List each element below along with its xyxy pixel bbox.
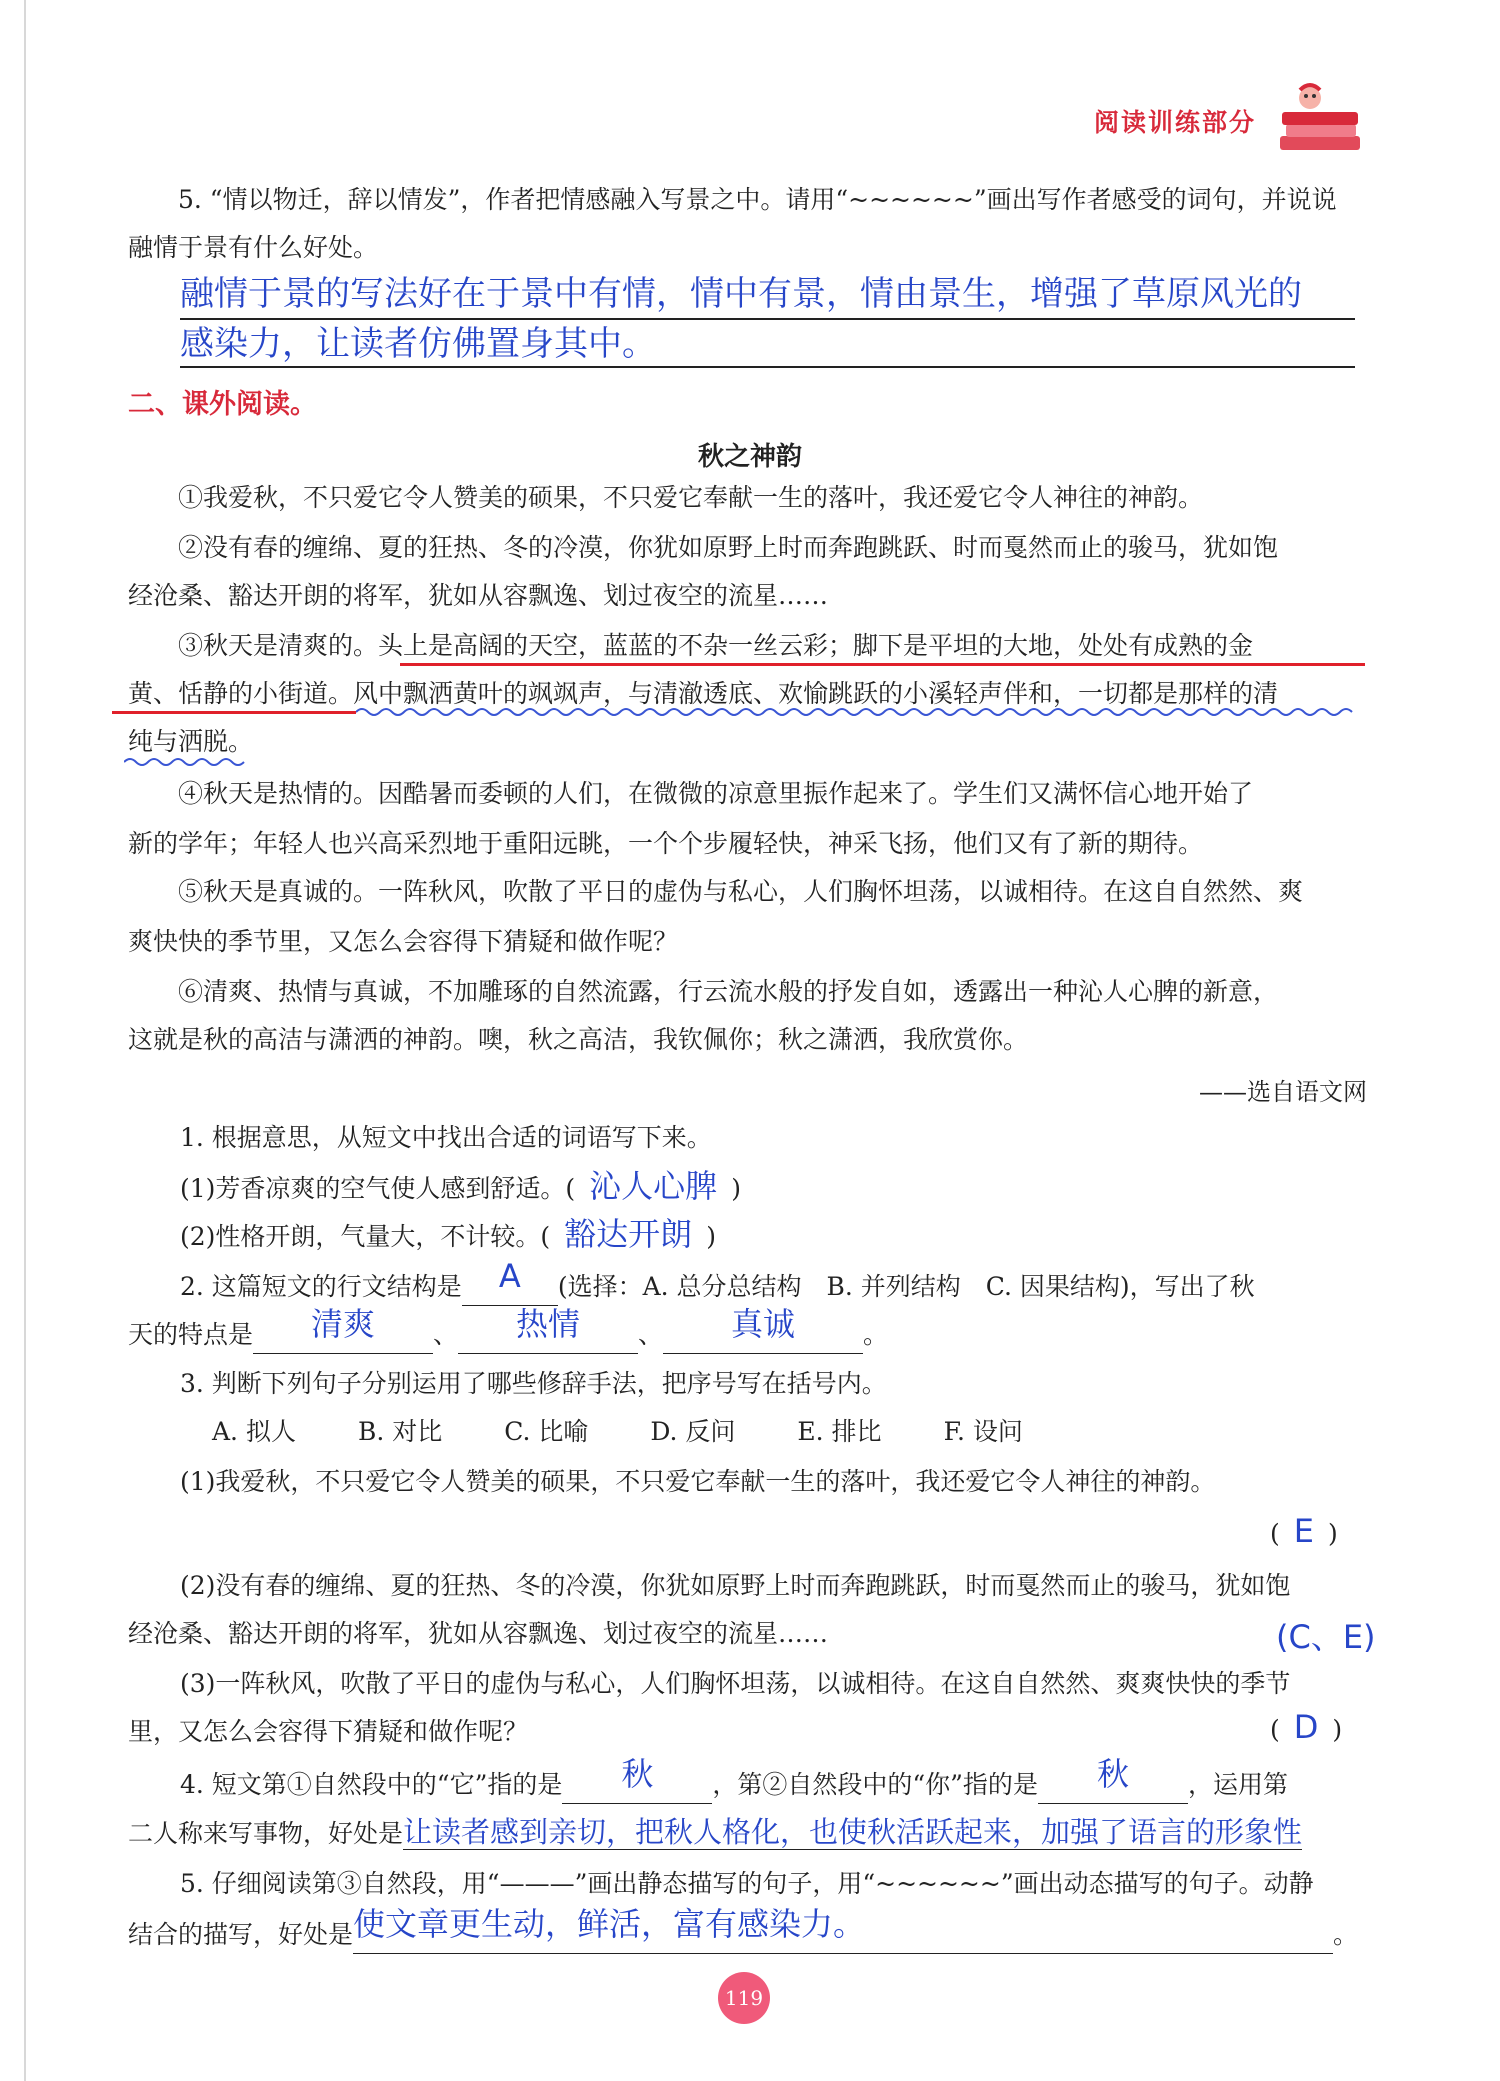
handwritten-answer: (C、E) [1276, 1618, 1376, 1656]
handwritten-answer: A [498, 1257, 521, 1295]
paren: ) [1327, 1519, 1338, 1548]
question-3-1: (1)我爱秋，不只爱它令人赞美的硕果，不只爱它奉献一生的落叶，我还爱它令人神往的神韵。 [180, 1467, 1216, 1496]
option: D. 反问 [650, 1417, 736, 1446]
punctuation: 。 [1333, 1920, 1359, 1949]
punctuation: 、 [638, 1320, 664, 1349]
question-text: (1)芳香凉爽的空气使人感到舒适。( [180, 1174, 576, 1203]
paren: ) [706, 1222, 716, 1251]
answer-blank [663, 1305, 863, 1354]
paragraph-2: 经沧桑、豁达开朗的将军，犹如从容飘逸、划过夜空的流星…… [128, 581, 829, 610]
punctuation: 。 [863, 1320, 889, 1349]
paragraph-6: 这就是秋的高洁与潇洒的神韵。噢，秋之高洁，我钦佩你；秋之潇洒，我欣赏你。 [128, 1025, 1029, 1054]
question-text: (2)性格开朗，气量大，不计较。( [180, 1222, 551, 1251]
paragraph-4: ④秋天是热情的。因酷暑而委顿的人们，在微微的凉意里振作起来了。学生们又满怀信心地开始了 [178, 779, 1254, 808]
question-3-2: 经沧桑、豁达开朗的将军，犹如从容飘逸、划过夜空的流星…… [128, 1619, 829, 1648]
page-number: 119 [718, 1972, 770, 2024]
question-text: 结合的描写，好处是 [128, 1920, 354, 1949]
question-text: 4. 短文第①自然段中的“它”指的是 [180, 1770, 563, 1799]
question-5: 5. 仔细阅读第③自然段，用“———”画出静态描写的句子，用“~~~~~~”画出动态描写的句子。动静 [180, 1869, 1314, 1898]
blue-wavy-underline [124, 756, 254, 768]
handwritten-answer: 使文章更生动，鲜活，富有感染力。 [353, 1905, 866, 1943]
answer-blank [253, 1305, 433, 1354]
page-edge [24, 0, 26, 2081]
answer-blank [1038, 1755, 1188, 1804]
question-3-2: (2)没有春的缠绵、夏的狂热、冬的冷漠，你犹如原野上时而奔跑跳跃，时而戛然而止的骏马，犹如饱 [180, 1571, 1291, 1600]
answer-blank [353, 1905, 1333, 1954]
answer-paren [1270, 1708, 1342, 1746]
question-text: 2. 这篇短文的行文结构是 [180, 1272, 462, 1301]
paragraph-5: 爽快快的季节里，又怎么会容得下猜疑和做作呢？ [128, 927, 679, 956]
paragraph-6: ⑥清爽、热情与真诚，不加雕琢的自然流露，行云流水般的抒发自如，透露出一种沁人心脾的新意， [178, 977, 1279, 1006]
paragraph-1: ①我爱秋，不只爱它令人赞美的硕果，不只爱它奉献一生的落叶，我还爱它令人神往的神韵。 [178, 483, 1204, 512]
question-text: 天的特点是 [128, 1320, 254, 1349]
paragraph-5: ⑤秋天是真诚的。一阵秋风，吹散了平日的虚伪与私心，人们胸怀坦荡，以诚相待。在这自自然然、爽 [178, 877, 1304, 906]
story-title: 秋之神韵 [697, 442, 802, 472]
question-3-3: (3)一阵秋风，吹散了平日的虚伪与私心，人们胸怀坦荡，以诚相待。在这自自然然、爽爽快快的季节 [180, 1669, 1291, 1698]
handwritten-answer: 热情 [516, 1305, 581, 1343]
blue-wavy-underline [356, 706, 1356, 718]
question-4-benefit [128, 1814, 1302, 1852]
paren: ) [1332, 1715, 1343, 1744]
answer-paren [1270, 1512, 1338, 1550]
dynamic-description: 纯与洒脱。 [128, 727, 254, 756]
red-underline [112, 711, 356, 714]
question-text: ，运用第 [1187, 1770, 1288, 1799]
question-text: 5. “情以物迁，辞以情发”，作者把情感融入写景之中。请用“~~~~~~”画出写作者感受的词句，并说说 [178, 185, 1337, 214]
punctuation: 、 [433, 1320, 459, 1349]
question-2-traits [128, 1305, 889, 1354]
question-2 [180, 1257, 1255, 1306]
source-credit: ——选自语文网 [1199, 1078, 1367, 1106]
question-text: ，第②自然段中的“你”指的是 [712, 1770, 1038, 1799]
section-title: 二、课外阅读。 [128, 389, 317, 420]
option: F. 设问 [943, 1417, 1023, 1446]
answer-rule [180, 366, 1355, 368]
handwritten-answer: 让读者感到亲切，把秋人格化，也使秋活跃起来，加强了语言的形象性 [403, 1815, 1303, 1849]
question-3: 3. 判断下列句子分别运用了哪些修辞手法，把序号写在括号内。 [180, 1369, 887, 1398]
paragraph-3-intro: ③秋天是清爽的。 [178, 631, 379, 660]
question-1: 1. 根据意思，从短文中找出合适的词语写下来。 [180, 1123, 712, 1152]
question-1-2 [180, 1216, 716, 1255]
handwritten-answer: 秋 [621, 1755, 654, 1793]
paragraph-4: 新的学年；年轻人也兴高采烈地于重阳远眺，一个个步履轻快，神采飞扬，他们又有了新的期待。 [128, 829, 1204, 858]
handwritten-answer: 真诚 [731, 1305, 796, 1343]
section-header [1094, 82, 1370, 160]
answer-rule [180, 318, 1355, 320]
handwritten-answer: 秋 [1096, 1755, 1129, 1793]
handwritten-answer: 清爽 [311, 1305, 376, 1343]
option: C. 比喻 [504, 1417, 589, 1446]
answer-blank [458, 1305, 638, 1354]
handwritten-answer: 豁达开朗 [564, 1215, 693, 1253]
paren: ( [1270, 1715, 1280, 1744]
question-3-3: 里，又怎么会容得下猜疑和做作呢？ [128, 1717, 529, 1746]
answer-paren [1276, 1612, 1376, 1658]
option: B. 对比 [357, 1417, 443, 1446]
handwritten-answer: E [1293, 1512, 1314, 1550]
question-1-1 [180, 1168, 741, 1207]
rhetoric-options [212, 1414, 1023, 1450]
paren: ( [1270, 1519, 1280, 1548]
handwritten-answer: D [1293, 1708, 1319, 1746]
red-underline [400, 663, 1365, 666]
static-description: 头上是高阔的天空，蓝蓝的不杂一丝云彩；脚下是平坦的大地，处处有成熟的金 [378, 631, 1254, 660]
answer-blank [462, 1257, 558, 1306]
handwritten-answer: 感染力，让读者仿佛置身其中。 [180, 324, 656, 364]
books-icon [1270, 82, 1370, 160]
handwritten-answer: 沁人心脾 [589, 1167, 718, 1205]
answer-blank [562, 1755, 712, 1804]
option: A. 拟人 [212, 1417, 296, 1446]
paragraph-3 [178, 628, 1253, 664]
question-text: (选择：A. 总分总结构 B. 并列结构 C. 因果结构)，写出了秋 [557, 1272, 1255, 1301]
handwritten-answer: 融情于景的写法好在于景中有情，情中有景，情由景生，增强了草原风光的 [180, 274, 1302, 314]
dynamic-description: 风中飘洒黄叶的飒飒声，与清澈透底、欢愉跳跃的小溪轻声伴和，一切都是那样的清 [353, 679, 1279, 708]
paren: ) [731, 1174, 741, 1203]
question-5-answer [128, 1905, 1359, 1954]
question-4 [180, 1755, 1288, 1804]
paragraph-2: ②没有春的缠绵、夏的狂热、冬的冷漠，你犹如原野上时而奔跑跳跃、时而戛然而止的骏马，犹如饱 [178, 533, 1279, 562]
option: E. 排比 [797, 1417, 882, 1446]
header-title: 阅读训练部分 [1093, 108, 1256, 137]
static-description: 黄、恬静的小街道。 [128, 679, 354, 708]
question-text: 融情于景有什么好处。 [128, 233, 379, 262]
question-text: 二人称来写事物，好处是 [128, 1819, 404, 1848]
